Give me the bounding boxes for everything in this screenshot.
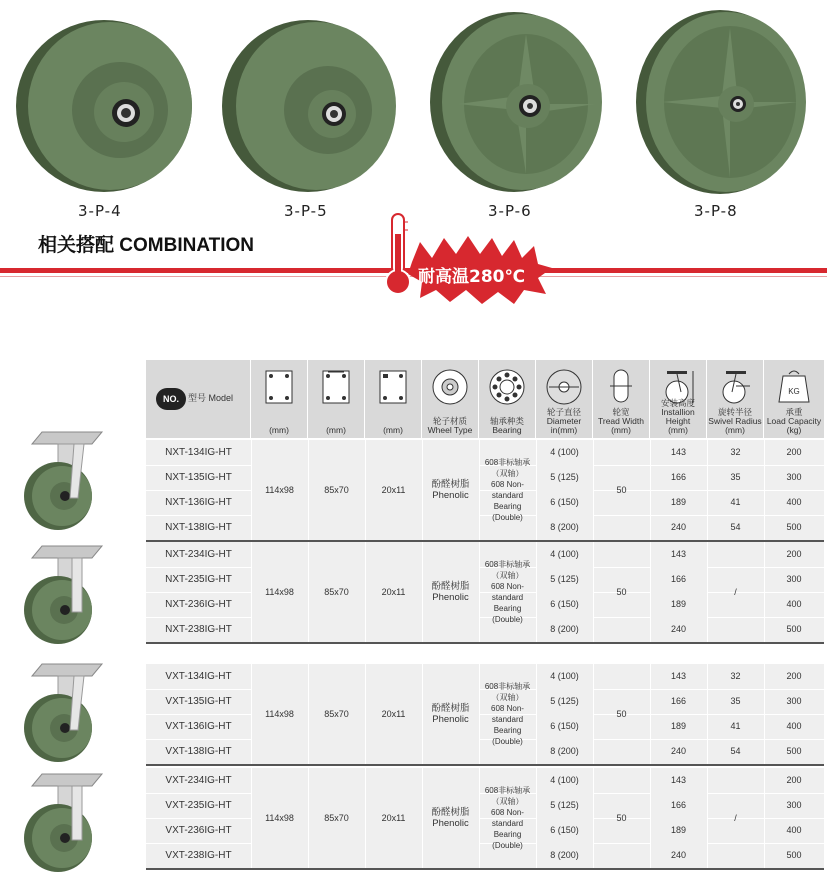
- plate-cell: 114x98: [265, 812, 294, 823]
- height-cell: 189: [670, 825, 687, 835]
- model-cell: VXT-138IG-HT: [165, 746, 232, 757]
- wheel-3-p-6-image: [428, 10, 608, 196]
- header-col: [764, 360, 824, 438]
- header-col-label: 轮子直径 Diameter in(mm): [546, 407, 582, 435]
- no-badge: NO.: [156, 388, 186, 410]
- swivel-caster-image: [12, 660, 112, 771]
- header-col-label: (mm): [269, 425, 289, 435]
- wheel-3-p-8-image: [634, 8, 810, 196]
- diameter-cell: 4 (100): [550, 447, 579, 457]
- diameter-cell: 4 (100): [550, 549, 579, 559]
- load-cell: 200: [786, 447, 802, 457]
- header-col-label: 轮宽 Tread Width (mm): [598, 407, 644, 435]
- thermometer-icon: [384, 212, 412, 296]
- header-col-label: 轴承种类 Bearing: [489, 416, 524, 435]
- wheel-3-p-4-image: [14, 14, 194, 194]
- load-cell: 500: [786, 522, 802, 532]
- header-col-label: 轮子材质 Wheel Type: [427, 416, 473, 435]
- load-cell: 200: [786, 671, 802, 681]
- model-cell: NXT-135IG-HT: [165, 472, 232, 483]
- model-cell: NXT-234IG-HT: [165, 549, 232, 560]
- model-cell: VXT-135IG-HT: [165, 696, 232, 707]
- radius-cell: /: [734, 586, 737, 597]
- table-header: [146, 360, 824, 438]
- load-cell: 400: [786, 825, 802, 835]
- height-cell: 240: [670, 746, 687, 756]
- plate-cell: 114x98: [265, 708, 294, 719]
- header-col: [365, 360, 422, 438]
- wheel-type-cell: 酚醛树脂 Phenolic: [431, 479, 470, 501]
- diameter-cell: 8 (200): [550, 624, 579, 634]
- header-col: [308, 360, 365, 438]
- badge-text: 耐高温280℃: [418, 267, 526, 287]
- radius-cell: 35: [730, 472, 741, 482]
- hole-cell: 20x11: [381, 586, 406, 597]
- load-cell: 400: [786, 721, 802, 731]
- diameter-cell: 8 (200): [550, 746, 579, 756]
- height-cell: 143: [670, 447, 687, 457]
- wheel-3-p-5-image: [220, 14, 400, 194]
- plate-cell: 114x98: [265, 586, 294, 597]
- diameter-cell: 4 (100): [550, 775, 579, 785]
- spec-group: [146, 542, 824, 642]
- header-col-label: (mm): [383, 425, 403, 435]
- model-cell: NXT-136IG-HT: [165, 497, 232, 508]
- bearing-cell: 608非标轴承 （双轴） 608 Non-standard Bearing (Double): [484, 786, 531, 850]
- tread-cell: 50: [616, 708, 627, 719]
- spec-group: [146, 440, 824, 540]
- load-cell: 300: [786, 696, 802, 706]
- radius-cell: 41: [730, 497, 741, 507]
- load-cell: 300: [786, 800, 802, 810]
- header-col-label: 旋转半径 Swivel Radius (mm): [708, 407, 762, 435]
- model-cell: NXT-235IG-HT: [165, 574, 232, 585]
- tread-cell: 50: [616, 484, 627, 495]
- radius-cell: /: [734, 812, 737, 823]
- diameter-cell: 6 (150): [550, 721, 579, 731]
- bearing-icon: [488, 368, 526, 406]
- bearing-cell: 608非标轴承 （双轴） 608 Non-standard Bearing (Double): [484, 560, 531, 624]
- tread-cell: 50: [616, 586, 627, 597]
- wheel-label: 3-P-8: [694, 202, 738, 220]
- hole-cell: 20x11: [381, 484, 406, 495]
- header-col: [707, 360, 764, 438]
- header-col: [479, 360, 536, 438]
- hole-cell: 20x11: [381, 812, 406, 823]
- height-cell: 166: [670, 696, 687, 706]
- load-cell: 500: [786, 850, 802, 860]
- height-cell: 143: [670, 671, 687, 681]
- model-cell: NXT-134IG-HT: [165, 447, 232, 458]
- bearing-cell: 608非标轴承 （双轴） 608 Non-standard Bearing (Double): [484, 458, 531, 522]
- diameter-cell: 5 (125): [550, 800, 579, 810]
- radius-cell: 32: [730, 447, 741, 457]
- bolt-hole-icon: [377, 368, 409, 406]
- header-model: [146, 360, 251, 438]
- diameter-cell: 6 (150): [550, 599, 579, 609]
- model-label: 型号 Model: [188, 393, 234, 403]
- height-cell: 240: [670, 624, 687, 634]
- bearing-cell: 608非标轴承 （双轴） 608 Non-standard Bearing (Double): [484, 682, 531, 746]
- swivel-caster-image: [12, 428, 112, 539]
- diameter-cell: 5 (125): [550, 472, 579, 482]
- model-cell: VXT-238IG-HT: [165, 850, 232, 861]
- height-cell: 166: [670, 472, 687, 482]
- load-cell: 200: [786, 775, 802, 785]
- diameter-cell: 8 (200): [550, 850, 579, 860]
- swivel-radius-icon: [716, 368, 754, 406]
- height-cell: 143: [670, 775, 687, 785]
- spacing-cell: 85x70: [324, 484, 349, 495]
- wheel-type-cell: 酚醛树脂 Phenolic: [431, 703, 470, 725]
- rigid-caster-image: [12, 770, 112, 881]
- wheel-label: 3-P-5: [284, 202, 328, 220]
- model-cell: VXT-134IG-HT: [165, 671, 232, 682]
- rigid-caster-image: [12, 542, 112, 653]
- diameter-cell: 6 (150): [550, 497, 579, 507]
- radius-cell: 54: [730, 522, 741, 532]
- load-cell: 500: [786, 624, 802, 634]
- height-cell: 166: [670, 800, 687, 810]
- diameter-cell: 4 (100): [550, 671, 579, 681]
- load-cell: 300: [786, 472, 802, 482]
- model-cell: NXT-138IG-HT: [165, 522, 232, 533]
- diameter-cell: 8 (200): [550, 522, 579, 532]
- model-cell: VXT-234IG-HT: [165, 775, 232, 786]
- header-col: [650, 360, 707, 438]
- header-col: [251, 360, 308, 438]
- header-col-label: 安装高度 Installion Height (mm): [660, 398, 695, 435]
- model-cell: VXT-236IG-HT: [165, 825, 232, 836]
- diameter-cell: 5 (125): [550, 574, 579, 584]
- load-capacity-icon: [777, 368, 811, 406]
- height-cell: 240: [670, 522, 687, 532]
- model-cell: VXT-235IG-HT: [165, 800, 232, 811]
- diameter-cell: 5 (125): [550, 696, 579, 706]
- model-cell: VXT-136IG-HT: [165, 721, 232, 732]
- wheel-type-cell: 酚醛树脂 Phenolic: [431, 807, 470, 829]
- spec-group: [146, 768, 824, 868]
- load-cell: 400: [786, 599, 802, 609]
- header-col: [593, 360, 650, 438]
- spec-group: [146, 664, 824, 764]
- wheel-label: 3-P-4: [78, 202, 122, 220]
- diameter-cell: 6 (150): [550, 825, 579, 835]
- group-divider: [146, 868, 824, 870]
- height-cell: 189: [670, 599, 687, 609]
- tread-width-icon: [606, 368, 636, 406]
- svg-text:KG: KG: [788, 387, 800, 396]
- model-cell: NXT-238IG-HT: [165, 624, 232, 635]
- spacing-cell: 85x70: [324, 708, 349, 719]
- bolt-spacing-icon: [320, 368, 352, 406]
- radius-cell: 32: [730, 671, 741, 681]
- spacing-cell: 85x70: [324, 586, 349, 597]
- load-cell: 200: [786, 549, 802, 559]
- spacing-cell: 85x70: [324, 812, 349, 823]
- height-cell: 143: [670, 549, 687, 559]
- height-cell: 240: [670, 850, 687, 860]
- wheel-type-cell: 酚醛树脂 Phenolic: [431, 581, 470, 603]
- radius-cell: 54: [730, 746, 741, 756]
- section-title: 相关搭配 COMBINATION: [38, 235, 255, 256]
- hole-cell: 20x11: [381, 708, 406, 719]
- group-divider: [146, 764, 824, 766]
- load-cell: 400: [786, 497, 802, 507]
- radius-cell: 35: [730, 696, 741, 706]
- group-divider: [146, 642, 824, 644]
- model-cell: NXT-236IG-HT: [165, 599, 232, 610]
- height-cell: 166: [670, 574, 687, 584]
- load-cell: 300: [786, 574, 802, 584]
- load-cell: 500: [786, 746, 802, 756]
- height-cell: 189: [670, 497, 687, 507]
- height-cell: 189: [670, 721, 687, 731]
- header-col: [422, 360, 479, 438]
- header-col-label: 承重 Load Capacity (kg): [766, 407, 822, 435]
- top-plate-icon: [263, 368, 295, 406]
- wheel-type-icon: [431, 368, 469, 406]
- header-col-label: (mm): [326, 425, 346, 435]
- plate-cell: 114x98: [265, 484, 294, 495]
- wheel-label: 3-P-6: [488, 202, 532, 220]
- diameter-icon: [545, 368, 583, 406]
- header-col: [536, 360, 593, 438]
- tread-cell: 50: [616, 812, 627, 823]
- radius-cell: 41: [730, 721, 741, 731]
